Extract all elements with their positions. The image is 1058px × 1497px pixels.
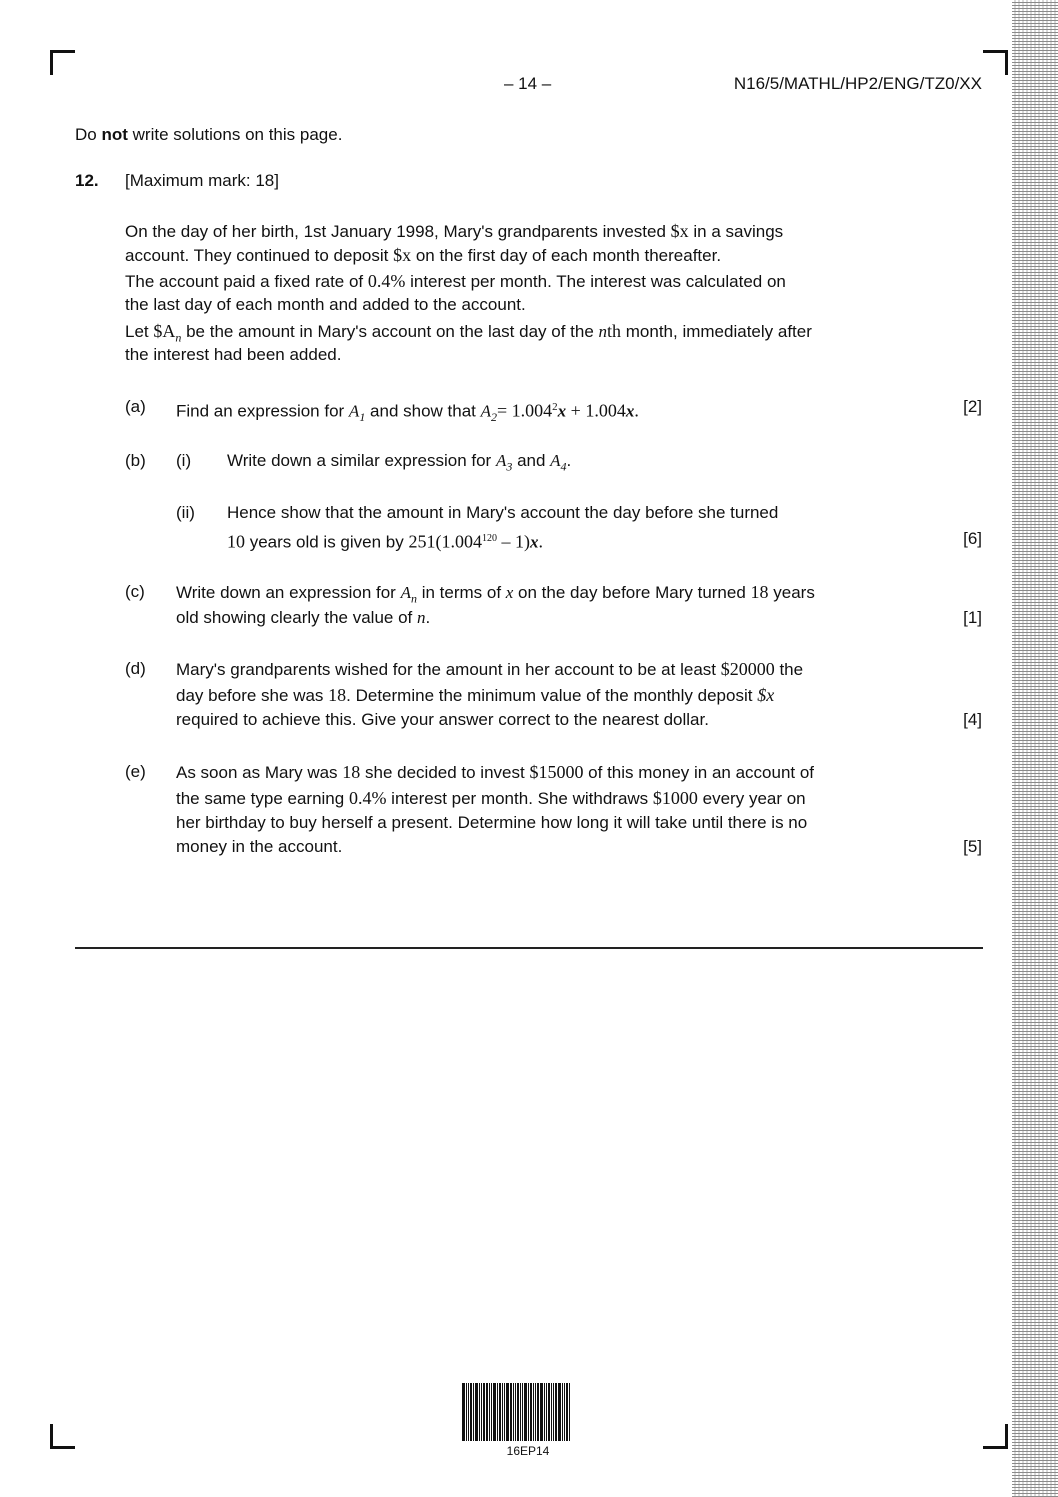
mark-e: [5]: [963, 837, 982, 856]
barcode-bar: [502, 1383, 503, 1441]
barcode-bar: [497, 1383, 498, 1441]
barcode-bar: [468, 1383, 469, 1441]
barcode-bar: [489, 1383, 490, 1441]
barcode-bar: [473, 1383, 474, 1441]
barcode-bar: [466, 1383, 467, 1441]
barcode-bar: [528, 1383, 529, 1441]
barcode-bar: [551, 1383, 552, 1441]
barcode-bar: [540, 1383, 543, 1441]
barcode-bar: [470, 1383, 472, 1441]
barcode-bar: [515, 1383, 516, 1441]
barcode-bar: [544, 1383, 545, 1441]
barcode-bar: [548, 1383, 550, 1441]
barcode-bar: [555, 1383, 557, 1441]
section-divider: [75, 947, 983, 949]
barcode-bar: [558, 1383, 561, 1441]
barcode-bar: [475, 1383, 478, 1441]
mark-d: [4]: [963, 710, 982, 729]
barcode-bar: [486, 1383, 488, 1441]
mark-c: [1]: [963, 608, 982, 627]
exam-code: N16/5/MATHL/HP2/ENG/TZ0/XX: [733, 74, 982, 93]
barcode-bar: [513, 1383, 514, 1441]
barcode-bar: [517, 1383, 519, 1441]
barcode-bar: [506, 1383, 509, 1441]
barcode-bar: [520, 1383, 521, 1441]
barcode-label: 16EP14: [506, 1444, 550, 1458]
edge-scan-strip: [1012, 0, 1058, 1497]
barcode-bar: [524, 1383, 527, 1441]
barcode-bar: [566, 1383, 568, 1441]
barcode-bar: [481, 1383, 482, 1441]
mark-b: [6]: [963, 529, 982, 548]
barcode-bar: [491, 1383, 492, 1441]
barcode-bar: [483, 1383, 485, 1441]
barcode-bar: [553, 1383, 554, 1441]
crop-mark-top-right: [983, 50, 1008, 75]
mark-a: [2]: [963, 397, 982, 416]
crop-mark-top-left: [50, 50, 75, 75]
page-number: – 14 –: [504, 74, 552, 93]
maximum-mark: [Maximum mark: 18]: [125, 171, 279, 190]
barcode-bar: [546, 1383, 547, 1441]
barcode-bar: [462, 1383, 465, 1441]
crop-mark-bottom-left: [50, 1424, 75, 1449]
barcode-bar: [493, 1383, 496, 1441]
barcode-bar: [510, 1383, 512, 1441]
barcode-bar: [535, 1383, 536, 1441]
barcode-bar: [504, 1383, 505, 1441]
instruction: Do not write solutions on this page.: [75, 125, 343, 144]
barcode-bar: [537, 1383, 539, 1441]
barcode-bar: [569, 1383, 570, 1441]
barcode-bar: [533, 1383, 534, 1441]
barcode-bar: [562, 1383, 563, 1441]
barcode-bar: [479, 1383, 480, 1441]
crop-mark-bottom-right: [983, 1424, 1008, 1449]
barcode-bar: [522, 1383, 523, 1441]
barcode-bar: [499, 1383, 501, 1441]
barcode: [462, 1383, 594, 1441]
question-number: 12.: [75, 171, 99, 190]
barcode-bar: [564, 1383, 565, 1441]
barcode-bar: [530, 1383, 532, 1441]
